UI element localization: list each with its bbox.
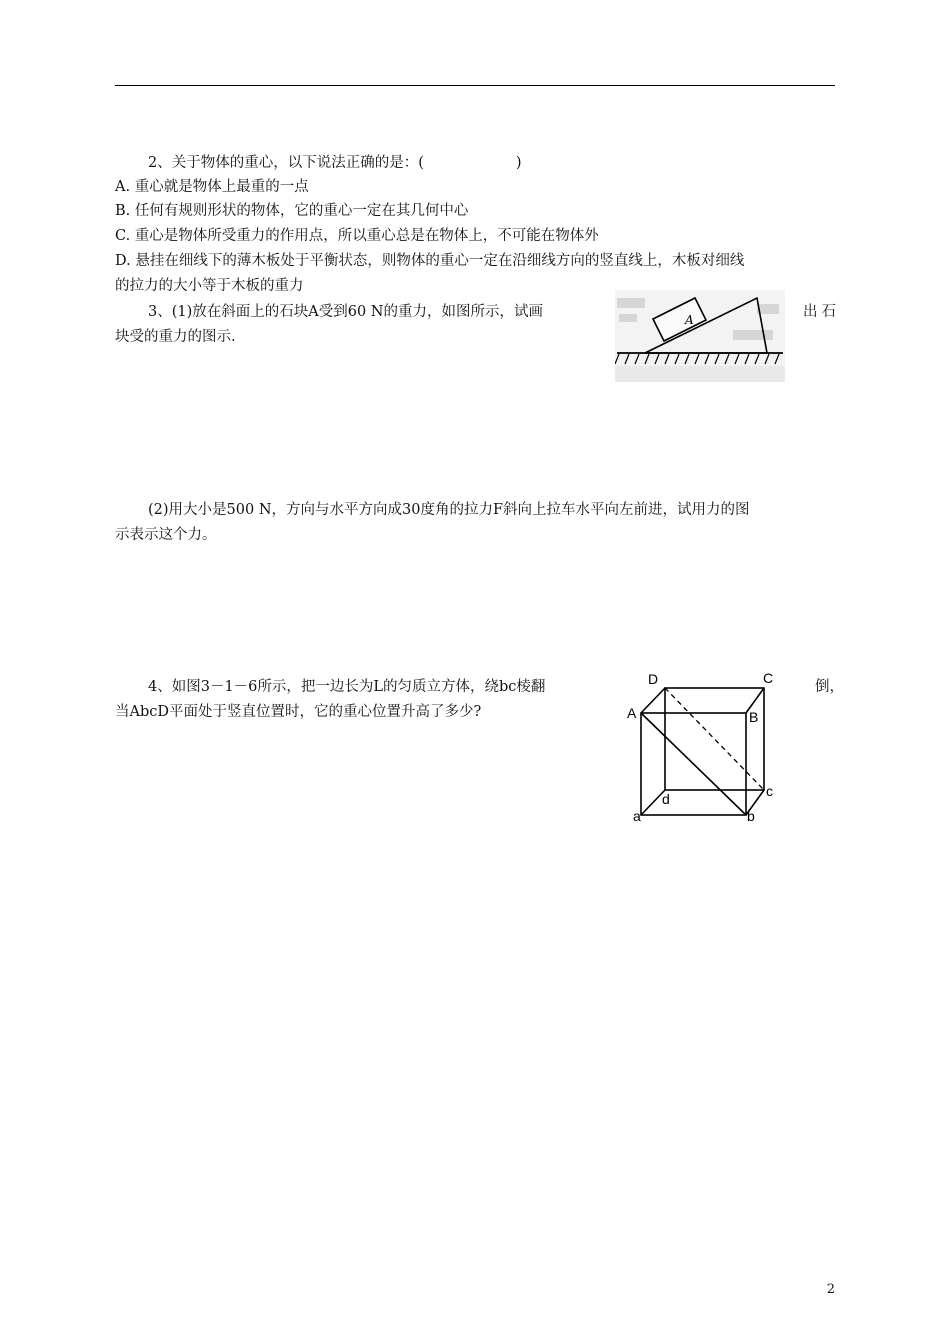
- q3-part2-line2: 示表示这个力。: [115, 527, 217, 543]
- cube-figure: [620, 665, 790, 830]
- label-A: A: [627, 705, 637, 721]
- q2-option-d-line1: D. 悬挂在细线下的薄木板处于平衡状态，则物体的重心一定在沿细线方向的竖直线上，木板对细线: [115, 253, 745, 269]
- q2-option-a: A. 重心就是物体上最重的一点: [115, 179, 309, 195]
- block-label: A: [685, 313, 694, 327]
- q4-line2: 当AbcD平面处于竖直位置时，它的重心位置升高了多少?: [115, 704, 482, 720]
- q2-stem-close: ): [515, 155, 522, 171]
- label-b: b: [747, 808, 755, 824]
- diagonal-Dc: [665, 688, 764, 790]
- q3-part1-line1-tail: 出石: [803, 304, 840, 320]
- q4-line1-tail: 倒，: [815, 679, 844, 695]
- incline-figure: [615, 290, 785, 382]
- label-C: C: [763, 670, 774, 686]
- label-a: a: [633, 808, 641, 824]
- q2-option-b: B. 任何有规则形状的物体，它的重心一定在其几何中心: [115, 203, 469, 219]
- header-rule: [115, 85, 835, 86]
- q2-option-d-line2: 的拉力的大小等于木板的重力: [115, 278, 304, 294]
- page-number: 2: [826, 1282, 835, 1297]
- q3-part1-line2: 块受的重力的图示.: [115, 329, 236, 345]
- q3-part2-line1: (2)用大小是500 N，方向与水平方向成30度角的拉力F斜向上拉车水平向左前进，试用力的图: [148, 502, 750, 518]
- label-c: c: [766, 783, 773, 799]
- q3-part1-line1: 3、(1)放在斜面上的石块A受到60 N的重力，如图所示，试画: [148, 304, 543, 320]
- q2-option-c: C. 重心是物体所受重力的作用点，所以重心总是在物体上，不可能在物体外: [115, 228, 599, 244]
- q2-stem: [148, 153, 522, 173]
- q4-line1: 4、如图3－1－6所示，把一边长为L的匀质立方体，绕bc棱翻: [148, 679, 546, 695]
- label-B: B: [749, 709, 759, 725]
- q2-stem-text: 2、关于物体的重心，以下说法正确的是：(: [148, 155, 424, 171]
- label-d: d: [662, 791, 670, 807]
- label-D: D: [648, 671, 659, 687]
